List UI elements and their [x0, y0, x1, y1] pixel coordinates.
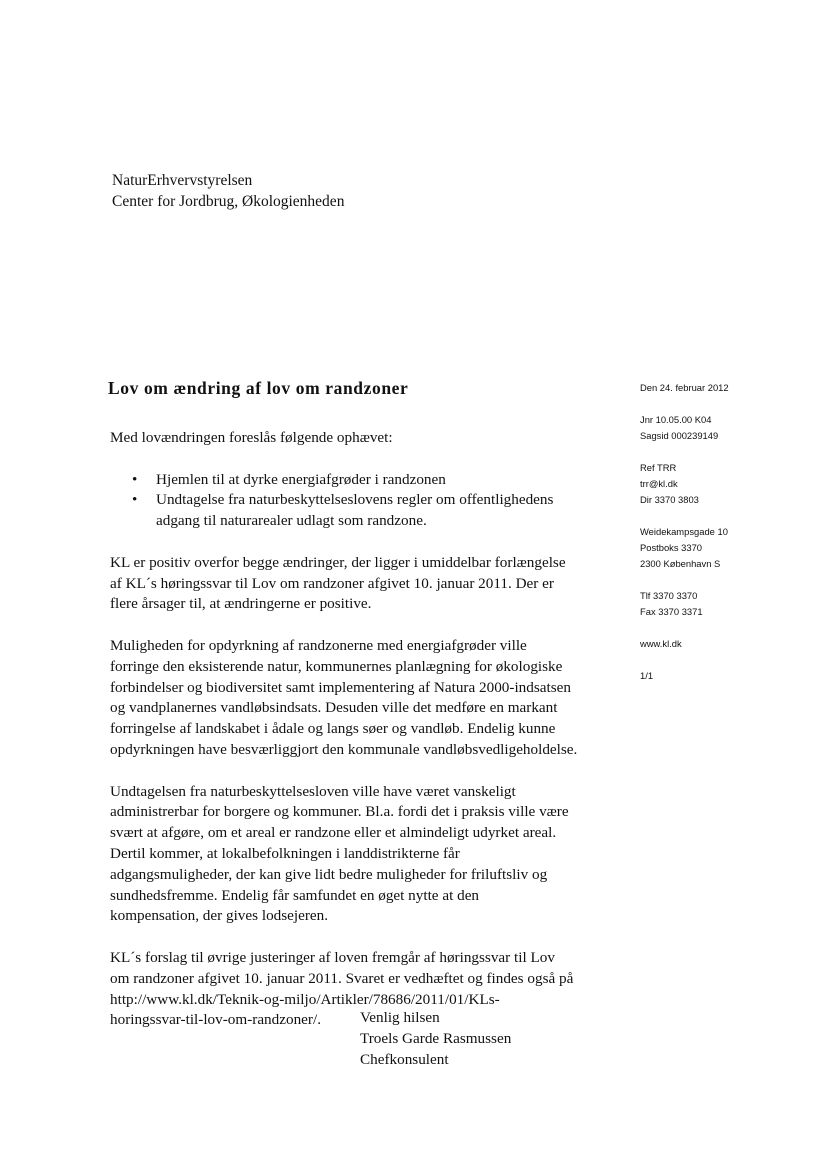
address-group: [640, 524, 729, 572]
bullet-text: Undtagelse fra naturbeskyttelseslovens regler om offentlighedens: [156, 491, 554, 509]
reference-group: [640, 412, 729, 444]
case-id: Sagsid 000239149: [640, 430, 719, 441]
paragraph-line: KL er positiv overfor begge ændringer, der ligger i umiddelbar forlængelse: [110, 553, 566, 571]
recipient-address: [112, 170, 344, 212]
letter-date: Den 24. februar 2012: [640, 382, 729, 393]
paragraph-line: http://www.kl.dk/Teknik-og-miljo/Artikler/78686/2011/01/KLs-: [110, 990, 500, 1008]
sender-sidebar: [640, 380, 729, 700]
journal-number: Jnr 10.05.00 K04: [640, 414, 712, 425]
bullet-item: [110, 470, 620, 491]
paragraph-line: Muligheden for opdyrkning af randzonerne med energiafgrøder ville: [110, 636, 527, 654]
reference-initials: Ref TRR: [640, 462, 677, 473]
phone-group: [640, 588, 729, 620]
postbox: Postboks 3370: [640, 542, 703, 553]
web-group: [640, 636, 729, 652]
bullet-item: [110, 490, 620, 532]
paragraph-line: administrerbar for borgere og kommuner. Bl.a. fordi det i praksis ville være: [110, 803, 569, 821]
paragraph-line: kompensation, der gives lodsejeren.: [110, 907, 329, 925]
paragraph-line: om randzoner afgivet 10. januar 2011. Svaret er vedhæftet og findes også på: [110, 969, 574, 987]
paragraph-line: KL´s forslag til øvrige justeringer af loven fremgår af høringssvar til Lov: [110, 948, 555, 966]
fax-number: Fax 3370 3371: [640, 606, 703, 617]
letter-body: [110, 428, 620, 1052]
signer-role: Chefkonsulent: [360, 1050, 449, 1068]
page-number: 1/1: [640, 670, 654, 681]
paragraph-line: horingssvar-til-lov-om-randzoner/.: [110, 1011, 321, 1029]
paragraph-line: svært at afgøre, om et areal er randzone eller et almindeligt udyrket areal.: [110, 824, 557, 842]
phone-number: Tlf 3370 3370: [640, 590, 698, 601]
paragraph-line: og vandplanernes vandløbsindsats. Desuden ville det medføre en markant: [110, 699, 558, 717]
paragraph-line: Dertil kommer, at lokalbefolkningen i landdistrikterne får: [110, 844, 460, 862]
signer-name: Troels Garde Rasmussen: [360, 1029, 512, 1047]
website: www.kl.dk: [640, 638, 682, 649]
intro-paragraph: Med lovændringen foreslås følgende ophævet:: [110, 429, 393, 446]
body-paragraph: [110, 553, 620, 615]
greeting: Venlig hilsen: [360, 1009, 440, 1026]
paragraph-line: forbindelser og biodiversitet samt implementering af Natura 2000-indsatsen: [110, 678, 571, 696]
paragraph-line: Undtagelsen fra naturbeskyttelsesloven ville have været vanskeligt: [110, 782, 516, 800]
paragraph-line: af KL´s høringssvar til Lov om randzoner afgivet 10. januar 2011. Der er: [110, 574, 554, 592]
bullet-list: [110, 470, 620, 532]
street-address: Weidekampsgade 10: [640, 526, 728, 537]
paragraph-line: opdyrkningen have besværliggjort den kommunale vandløbsvedligeholdelse.: [110, 740, 578, 758]
signature-block: [360, 1008, 511, 1070]
city: 2300 København S: [640, 558, 721, 569]
email-text: trr@kl.dk: [640, 478, 678, 489]
bullet-icon: •: [132, 491, 138, 509]
date-group: [640, 380, 729, 396]
page-group: [640, 668, 729, 684]
contact-group: [640, 460, 729, 508]
bullet-text: Hjemlen til at dyrke energiafgrøder i randzonen: [156, 470, 446, 488]
paragraph-line: forringe den eksisterende natur, kommunernes planlægning for økologiske: [110, 657, 563, 675]
paragraph-line: flere årsager til, at ændringerne er positive.: [110, 595, 372, 613]
bullet-text: adgang til naturarealer udlagt som randzone.: [156, 512, 427, 530]
bullet-icon: •: [132, 470, 138, 488]
body-paragraph: [110, 782, 620, 928]
direct-phone: Dir 3370 3803: [640, 494, 699, 505]
letter-title: Lov om ændring af lov om randzoner: [108, 378, 409, 398]
paragraph-line: sundhedsfremme. Endelig får samfundet en øget nytte at den: [110, 886, 480, 904]
body-paragraph: [110, 636, 620, 761]
recipient-line: NaturErhvervstyrelsen: [112, 172, 253, 189]
paragraph-line: forringelse af landskabet i ådale og langs søer og vandløb. Endelig kunne: [110, 720, 556, 738]
recipient-line: Center for Jordbrug, Økologienheden: [112, 193, 345, 210]
paragraph-line: adgangsmuligheder, der kan give lidt bedre muligheder for friluftsliv og: [110, 865, 548, 883]
